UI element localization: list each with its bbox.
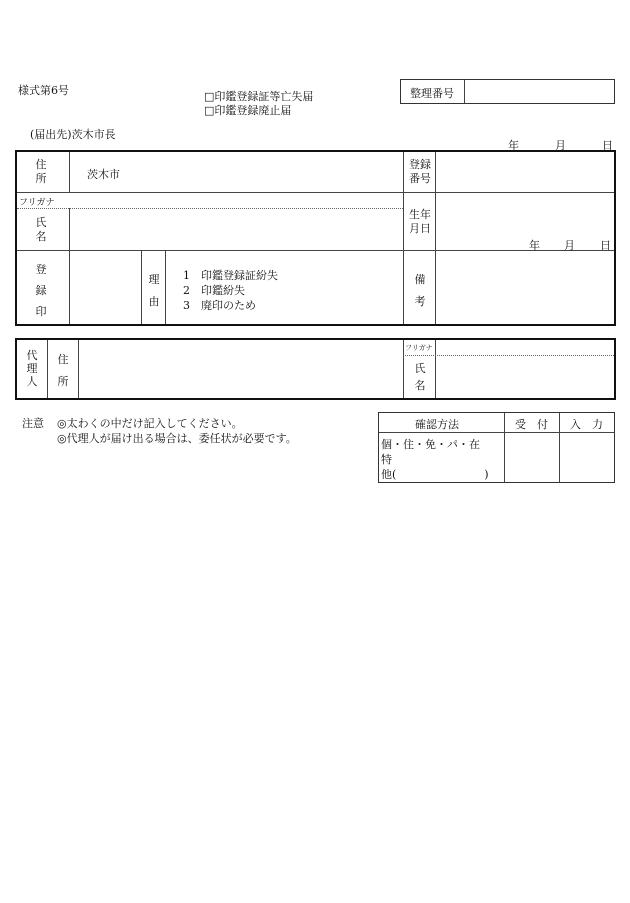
remarks-field[interactable] xyxy=(436,251,614,324)
form-number: 様式第6号 xyxy=(18,84,69,97)
agent-address-label: 住 所 xyxy=(57,353,69,388)
date-day: 日 xyxy=(602,139,613,152)
birth-day: 日 xyxy=(600,239,611,252)
checkbox-lost-report[interactable]: □印鑑登録証等亡失届 xyxy=(204,90,314,103)
checkbox-abolish-report[interactable]: □印鑑登録廃止届 xyxy=(204,104,292,117)
agent-furigana-label: フリガナ xyxy=(405,344,433,352)
note-line-1: ◎太わくの中だけ記入してください。 xyxy=(57,417,243,430)
confirm-method-header: 確認方法 xyxy=(415,418,459,431)
agent-furigana-field[interactable] xyxy=(436,340,614,355)
input-cell[interactable] xyxy=(560,433,614,482)
reference-number-field[interactable] xyxy=(465,80,614,103)
name-field[interactable] xyxy=(70,209,402,250)
reason-option-1[interactable]: 1 印鑑登録証紛失 xyxy=(183,269,278,282)
confirm-methods-line-1: 個・住・免・パ・在 xyxy=(381,438,480,451)
reason-option-3[interactable]: 3 廃印のため xyxy=(183,299,256,312)
reception-header: 受 付 xyxy=(515,418,548,431)
remarks-label: 備 考 xyxy=(414,273,426,308)
notes-label: 注意 xyxy=(22,417,44,430)
birth-year: 年 xyxy=(529,239,540,252)
reference-number-box xyxy=(400,79,615,104)
office-use-table xyxy=(378,412,615,483)
agent-name-field[interactable] xyxy=(436,356,614,398)
address-field[interactable] xyxy=(70,152,402,192)
reason-option-2[interactable]: 2 印鑑紛失 xyxy=(183,284,245,297)
reference-number-label: 整理番号 xyxy=(410,87,454,100)
birthdate-label: 生年 月日 xyxy=(409,208,431,235)
registered-seal-label: 登 録 印 xyxy=(35,263,47,318)
furigana-field[interactable] xyxy=(70,193,402,208)
date-month: 月 xyxy=(555,139,566,152)
registration-number-label: 登録 番号 xyxy=(409,158,431,185)
input-header: 入 力 xyxy=(570,418,603,431)
agent-address-field[interactable] xyxy=(79,340,402,398)
confirm-methods-line-3: 他( ) xyxy=(381,468,489,481)
seal-field[interactable] xyxy=(70,251,140,324)
name-label: 氏 名 xyxy=(35,216,47,243)
date-year: 年 xyxy=(508,139,519,152)
main-form xyxy=(15,150,616,326)
recipient: (届出先)茨木市長 xyxy=(30,128,116,141)
birth-month: 月 xyxy=(564,239,575,252)
address-label: 住 所 xyxy=(35,158,47,185)
note-line-2: ◎代理人が届け出る場合は、委任状が必要です。 xyxy=(57,432,297,445)
reason-label: 理 由 xyxy=(148,273,160,308)
agent-label: 代 理 人 xyxy=(26,349,38,388)
reception-cell[interactable] xyxy=(505,433,559,482)
confirm-methods-line-2: 特 xyxy=(381,453,392,466)
registration-number-field[interactable] xyxy=(436,152,614,192)
birthdate-field[interactable] xyxy=(436,193,614,250)
agent-form xyxy=(15,338,616,400)
address-city: 茨木市 xyxy=(87,168,120,181)
agent-name-label: 氏 名 xyxy=(414,362,426,392)
furigana-label: フリガナ xyxy=(19,198,55,208)
